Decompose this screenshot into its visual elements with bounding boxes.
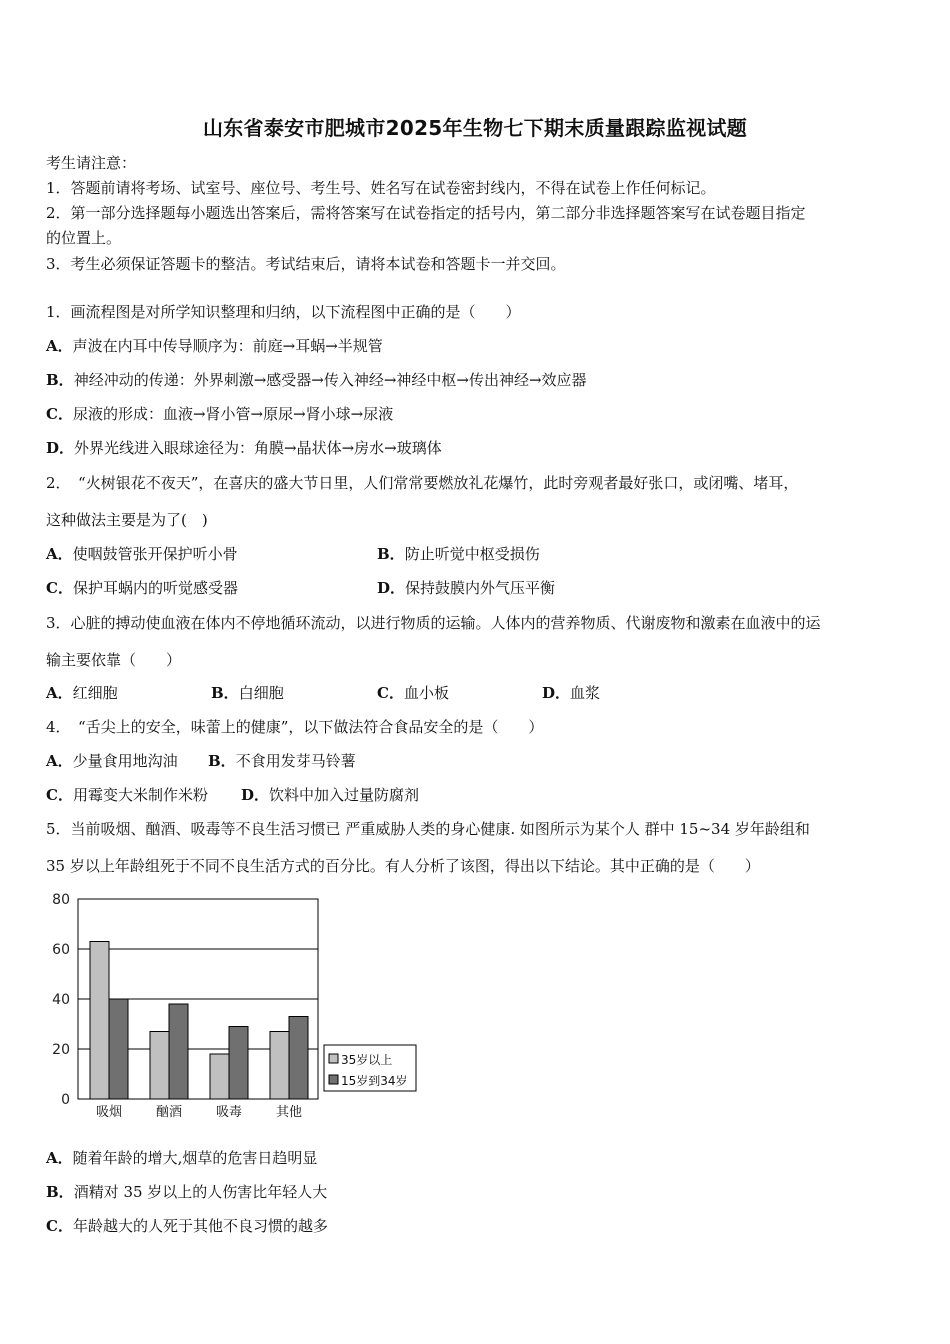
option-letter: A． <box>46 1149 73 1167</box>
bar <box>289 1017 308 1100</box>
bar <box>169 1004 188 1099</box>
q3-stem: 3．心脏的搏动使血液在体内不停地循环流动，以进行物质的运输。人体内的营养物质、代谢废物和激素在血液中的运 <box>46 614 821 632</box>
option-text: 不食用发芽马铃薯 <box>235 752 356 770</box>
q3-option-d <box>542 682 600 703</box>
q2-option-d <box>377 577 555 598</box>
chart-ticks <box>52 892 70 1108</box>
option-letter: C． <box>46 405 73 423</box>
y-tick-label: 60 <box>52 942 70 958</box>
notice-item-2: 2．第一部分选择题每小题选出答案后，需将答案写在试卷指定的括号内，第二部分非选择题答案写在试卷题目指定 <box>46 204 806 222</box>
bar <box>210 1054 229 1099</box>
option-text: 保护耳蜗内的听觉感受器 <box>72 579 238 597</box>
option-text: 白细胞 <box>238 684 284 702</box>
option-text: 血小板 <box>403 684 449 702</box>
option-text: 声波在内耳中传导顺序为：前庭→耳蜗→半规管 <box>72 337 383 355</box>
chart-categories <box>96 1104 302 1120</box>
legend-swatch <box>329 1075 338 1084</box>
option-text: 用霉变大米制作米粉 <box>72 786 208 804</box>
option-letter: A． <box>46 337 73 355</box>
notice-item-3: 3．考生必须保证答题卡的整洁。考试结束后，请将本试卷和答题卡一并交回。 <box>46 255 566 273</box>
q3-stem-cont: 输主要依靠（ ） <box>46 651 182 669</box>
option-letter: B． <box>208 752 236 770</box>
option-text: 年龄越大的人死于其他不良习惯的越多 <box>72 1217 328 1235</box>
x-tick-label: 吸毒 <box>215 1105 243 1120</box>
option-text: 保持鼓膜内外气压平衡 <box>405 579 556 597</box>
option-letter: B． <box>46 371 74 389</box>
y-tick-label: 20 <box>52 1042 70 1058</box>
q1-option-d <box>46 437 442 458</box>
legend-label: 35岁以上 <box>341 1053 393 1067</box>
q1-stem: 1．画流程图是对所学知识整理和归纳，以下流程图中正确的是（ ） <box>46 303 521 321</box>
option-text: 随着年龄的增大,烟草的危害日趋明显 <box>72 1149 318 1167</box>
q2-option-c <box>46 577 238 598</box>
notice-item-1: 1．答题前请将考场、试室号、座位号、考生号、姓名写在试卷密封线内，不得在试卷上作任何标记。 <box>46 179 716 197</box>
option-text: 红细胞 <box>72 684 118 702</box>
q1-option-c <box>46 403 393 424</box>
option-text: 神经冲动的传递：外界刺激→感受器→传入神经→神经中枢→传出神经→效应器 <box>73 371 587 389</box>
bar-chart <box>40 888 430 1128</box>
option-letter: C． <box>46 1217 73 1235</box>
q4-option-d <box>241 784 419 805</box>
y-tick-label: 80 <box>52 892 70 908</box>
x-tick-label: 酗酒 <box>155 1105 183 1120</box>
q1-option-b <box>46 369 587 390</box>
q5-stem-cont: 35 岁以上年龄组死于不同不良生活方式的百分比。有人分析了该图，得出以下结论。其中正确的是（ ） <box>46 857 760 875</box>
page-title: 山东省泰安市肥城市2025年生物七下期末质量跟踪监视试题 <box>202 116 748 140</box>
q3-option-c <box>377 682 449 703</box>
q3-option-a <box>46 682 118 703</box>
option-text: 使咽鼓管张开保护听小骨 <box>72 545 238 563</box>
option-letter: D． <box>46 439 75 457</box>
option-letter: A． <box>46 684 73 702</box>
option-letter: C． <box>377 684 404 702</box>
option-letter: A． <box>46 545 73 563</box>
bar <box>150 1032 169 1100</box>
bar <box>109 999 128 1099</box>
q2-stem: 2． “火树银花不夜天”，在喜庆的盛大节日里，人们常常要燃放礼花爆竹，此时旁观者最好张口，或闭嘴、堵耳， <box>46 474 799 492</box>
q2-stem-cont: 这种做法主要是为了( ) <box>46 511 208 529</box>
notice-item-2-cont: 的位置上。 <box>46 229 122 247</box>
bar <box>270 1032 289 1100</box>
chart-legend <box>324 1045 416 1091</box>
option-letter: D． <box>542 684 571 702</box>
q4-option-b <box>208 750 356 771</box>
q4-option-c <box>46 784 208 805</box>
option-letter: D． <box>377 579 406 597</box>
q4-option-a <box>46 750 178 771</box>
option-text: 酒精对 35 岁以上的人伤害比年轻人大 <box>73 1183 328 1201</box>
option-text: 外界光线进入眼球途径为：角膜→晶状体→房水→玻璃体 <box>74 439 442 457</box>
option-letter: B． <box>377 545 405 563</box>
option-letter: B． <box>46 1183 74 1201</box>
legend-swatch <box>329 1054 338 1063</box>
option-text: 防止听觉中枢受损伤 <box>404 545 540 563</box>
q2-option-a <box>46 543 238 564</box>
bar <box>229 1027 248 1100</box>
q1-option-a <box>46 335 383 356</box>
option-letter: B． <box>211 684 239 702</box>
q5-option-a <box>46 1147 317 1168</box>
q5-option-c <box>46 1215 328 1236</box>
notice-heading: 考生请注意： <box>46 154 137 172</box>
option-text: 血浆 <box>570 684 601 702</box>
q3-option-b <box>211 682 284 703</box>
x-tick-label: 吸烟 <box>95 1105 123 1120</box>
x-tick-label: 其他 <box>275 1105 303 1120</box>
y-tick-label: 40 <box>52 992 70 1008</box>
y-tick-label: 0 <box>61 1092 70 1108</box>
legend-label: 15岁到34岁 <box>341 1074 408 1088</box>
option-letter: A． <box>46 752 73 770</box>
q5-stem: 5．当前吸烟、酗酒、吸毒等不良生活习惯已 严重威胁人类的身心健康. 如图所示为某个人 群中 15~34 岁年龄组和 <box>46 820 810 838</box>
bar <box>90 942 109 1100</box>
q4-stem: 4． “舌尖上的安全，味蕾上的健康”，以下做法符合食品安全的是（ ） <box>46 718 544 736</box>
option-letter: C． <box>46 579 73 597</box>
q2-option-b <box>377 543 540 564</box>
q5-option-b <box>46 1181 327 1202</box>
option-letter: D． <box>241 786 270 804</box>
option-text: 少量食用地沟油 <box>72 752 178 770</box>
option-letter: C． <box>46 786 73 804</box>
option-text: 尿液的形成：血液→肾小管→原尿→肾小球→尿液 <box>72 405 394 423</box>
option-text: 饮料中加入过量防腐剂 <box>269 786 420 804</box>
